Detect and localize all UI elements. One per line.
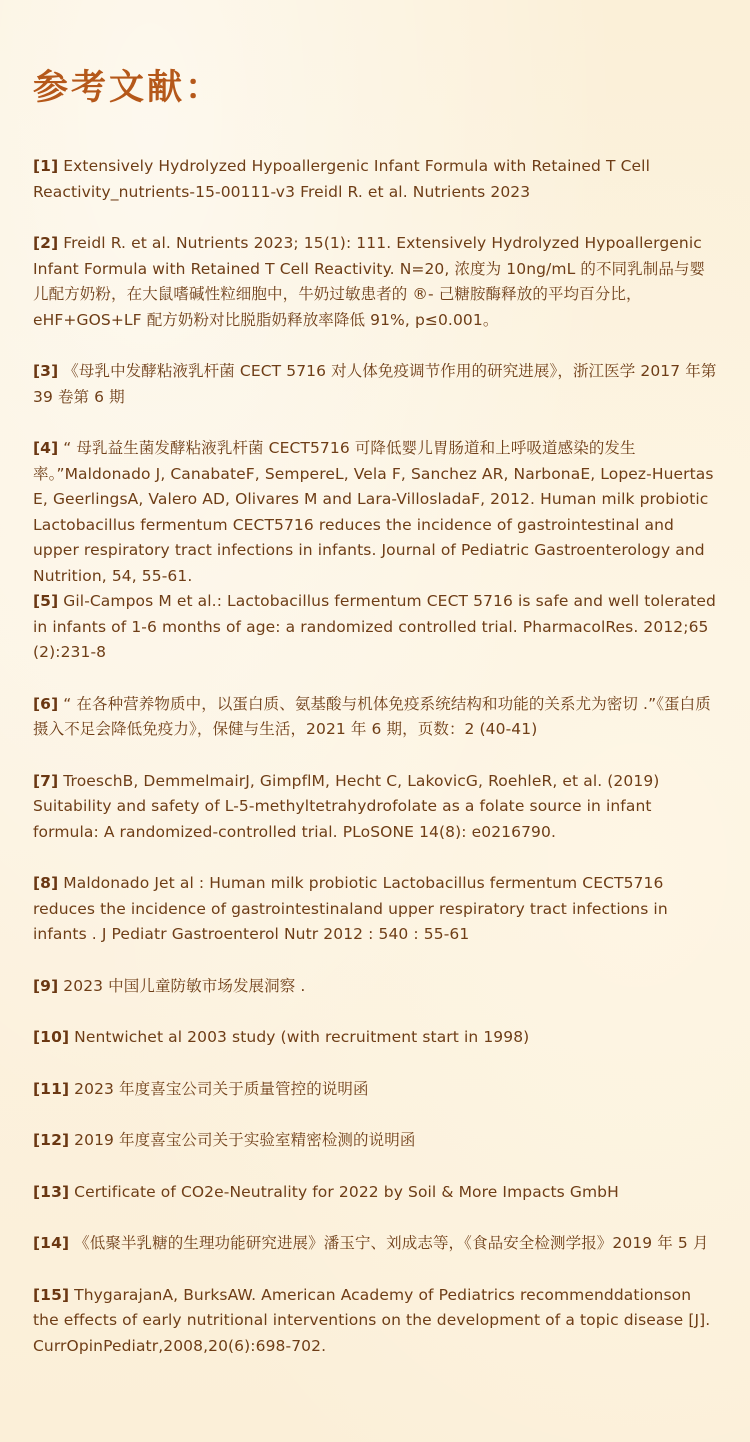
reference-text: Maldonado Jet al : Human milk probiotic Lactobacillus fermentum CECT5716 reduces the incidence of gastrointestinaland upper respiratory tract infections in infants . J Pediatr Gastroenterol Nutr 2012 : 540 : 55-61 <box>33 874 668 943</box>
reference-number: [10] <box>33 1028 70 1046</box>
reference-item-10 <box>33 1025 720 1051</box>
reference-text: TroeschB, DemmelmairJ, GimpflM, Hecht C, LakovicG, RoehleR, et al. (2019) Suitability and safety of L-5-methyltetrahydrofolate as a folate source in infant formula: A randomized-controlled trial. PLoSONE 14(8): e0216790. <box>33 771 660 841</box>
reference-item-14 <box>33 1231 720 1257</box>
reference-number: [7] <box>33 771 59 790</box>
reference-item-3 <box>33 359 720 410</box>
reference-number: [4] <box>33 439 59 457</box>
reference-number: [5] <box>33 592 59 610</box>
reference-text: 《低聚半乳糖的生理功能研究进展》潘玉宁、刘成志等，《食品安全检测学报》2019 年 5 月 <box>74 1234 709 1252</box>
reference-text: “ 在各种营养物质中，以蛋白质、氨基酸与机体免疫系统结构和功能的关系尤为密切 .”《蛋白质摄入不足会降低免疫力》，保健与生活，2021 年 6 期，页数：2 (40-41) <box>33 694 711 738</box>
reference-item-5 <box>33 589 720 666</box>
reference-item-15 <box>33 1283 720 1360</box>
reference-number: [1] <box>33 157 59 175</box>
reference-item-13 <box>33 1180 720 1206</box>
reference-item-8 <box>33 871 720 948</box>
reference-item-7 <box>33 769 720 846</box>
reference-number: [12] <box>33 1131 70 1149</box>
reference-number: [15] <box>33 1285 70 1304</box>
reference-text: Extensively Hydrolyzed Hypoallergenic Infant Formula with Retained T Cell Reactivity_nutrients-15-00111-v3 Freidl R. et al. Nutrients 2023 <box>33 157 650 201</box>
page-title: 参考文献： <box>33 68 224 108</box>
reference-text: Freidl R. et al. Nutrients 2023; 15(1): 111. Extensively Hydrolyzed Hypoallergenic Infant Formula with Retained T Cell Reactivity. N=20, 浓度为 10ng/mL 的不同乳制品与婴儿配方奶粉，在大鼠嗜碱性粒细胞中，牛奶过敏患者的 ®- 己糖胺酶释放的平均百分比，eHF+GOS+LF 配方奶粉对比脱脂奶释放率降低 91%, p≤0.001。 <box>33 234 706 329</box>
reference-text: 2023 中国儿童防敏市场发展洞察 . <box>63 976 306 995</box>
reference-item-2 <box>33 231 720 333</box>
reference-number: [14] <box>33 1234 70 1252</box>
reference-text: 2023 年度喜宝公司关于质量管控的说明函 <box>74 1079 369 1098</box>
reference-number: [8] <box>33 874 59 892</box>
reference-item-9 <box>33 974 720 1000</box>
reference-item-4 <box>33 436 720 589</box>
reference-text: Nentwichet al 2003 study (with recruitment start in 1998) <box>74 1028 530 1046</box>
reference-text: 2019 年度喜宝公司关于实验室精密检测的说明函 <box>74 1131 416 1149</box>
reference-text: 《母乳中发酵粘液乳杆菌 CECT 5716 对人体免疫调节作用的研究进展》，浙江医学 2017 年第 39 卷第 6 期 <box>33 362 717 406</box>
reference-number: [13] <box>33 1182 70 1201</box>
reference-number: [6] <box>33 694 59 713</box>
reference-list <box>33 154 720 1359</box>
reference-text: ThygarajanA, BurksAW. American Academy of Pediatrics recommenddationson the effects of early nutritional interventions on the development of a topic disease [J]. CurrOpinPediatr,2008,20(6):698-702. <box>33 1285 711 1355</box>
reference-item-6 <box>33 692 720 743</box>
reference-text: Gil-Campos M et al.: Lactobacillus fermentum CECT 5716 is safe and well tolerated in infants of 1-6 months of age: a randomized controlled trial. PharmacolRes. 2012;65 (2):231-8 <box>33 592 716 661</box>
reference-number: [2] <box>33 234 59 252</box>
reference-item-11 <box>33 1077 720 1103</box>
reference-number: [11] <box>33 1079 70 1098</box>
reference-text: Certificate of CO2e-Neutrality for 2022 by Soil & More Impacts GmbH <box>74 1182 619 1201</box>
reference-item-12 <box>33 1128 720 1154</box>
reference-text: “ 母乳益生菌发酵粘液乳杆菌 CECT5716 可降低婴儿胃肠道和上呼吸道感染的发生率。”Maldonado J, CanabateF, SempereL, Vela F, Sanchez AR, NarbonaE, Lopez-Huertas E, GeerlingsA, Valero AD, Olivares M and Lara-VillosladaF, 2012. Human milk probiotic Lactobacillus fermentum CECT5716 reduces the incidence of gastrointestinal and upper respiratory tract infections in infants. Journal of Pediatric Gastroenterology and Nutrition, 54, 55-61. <box>33 439 714 585</box>
reference-item-1 <box>33 154 720 205</box>
reference-number: [9] <box>33 976 59 995</box>
reference-number: [3] <box>33 362 59 380</box>
